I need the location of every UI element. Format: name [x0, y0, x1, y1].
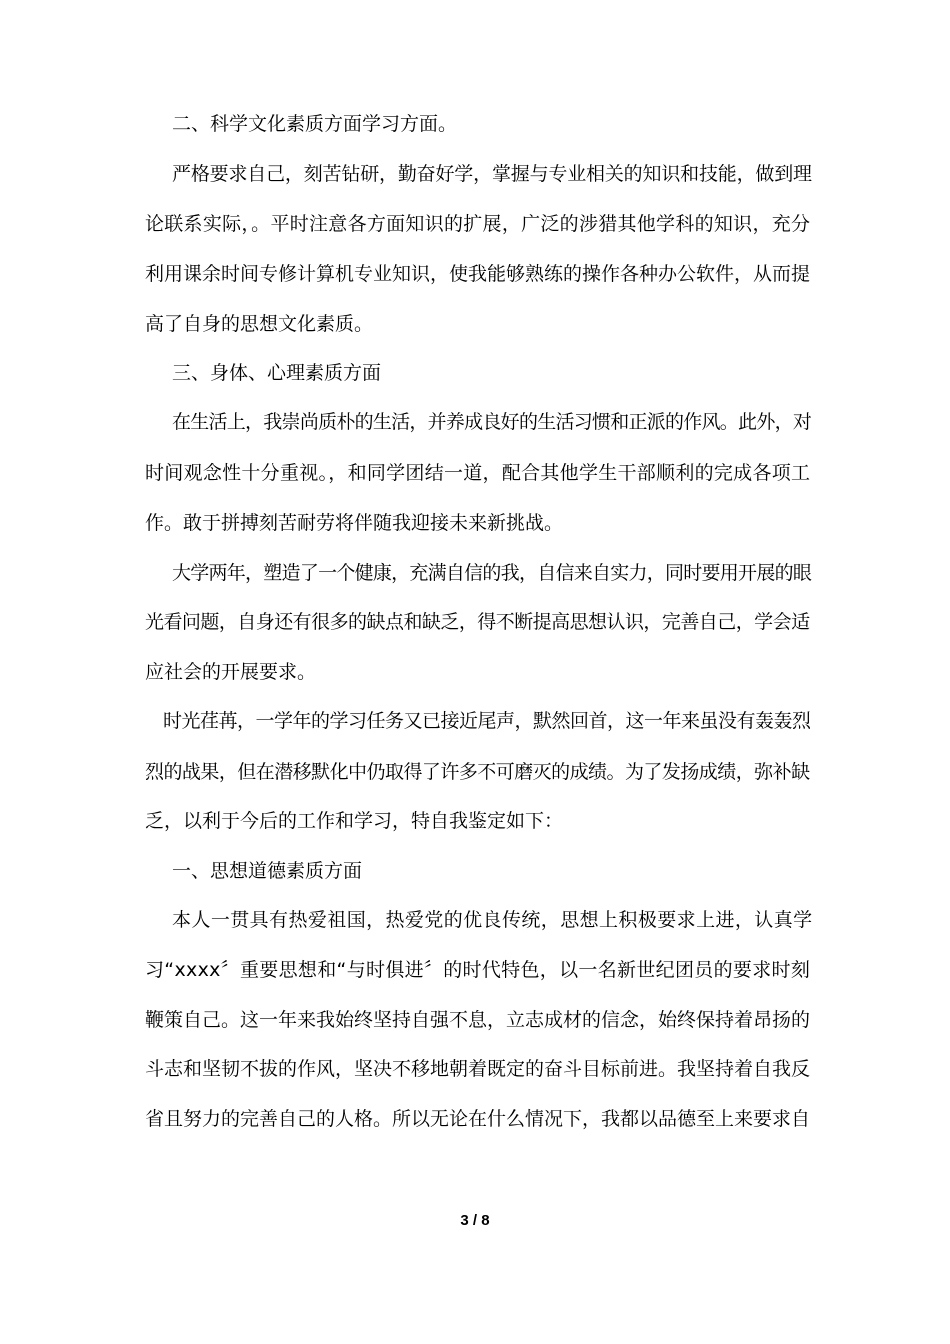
body-text-line: 本人一贯具有热爱祖国，热爱党的优良传统，思想上积极要求上进，认真学: [172, 909, 813, 931]
section-heading-body-mind: 三、身体、心理素质方面: [172, 362, 382, 384]
body-text-line: 习“xxxx〞重要思想和“与时俱进〞的时代特色，以一名新世纪团员的要求时刻: [145, 959, 811, 981]
section-heading-morality: 一、思想道德素质方面: [172, 860, 363, 882]
page-number: 3 / 8: [460, 1212, 490, 1229]
section-heading-science-culture: 二、科学文化素质方面学习方面。: [172, 113, 458, 135]
body-text-line: 省且努力的完善自己的人格。所以无论在什么情况下，我都以品德至上来要求自: [145, 1108, 811, 1130]
body-text-line: 斗志和坚韧不拔的作风，坚决不移地朝着既定的奋斗目标前进。我坚持着自我反: [145, 1058, 811, 1080]
body-text-line: 严格要求自己，刻苦钻研，勤奋好学，掌握与专业相关的知识和技能，做到理: [172, 163, 812, 185]
body-text-line: 光看问题，自身还有很多的缺点和缺乏，得不断提高思想认识，完善自己，学会适: [145, 611, 810, 633]
body-text-line: 作。敢于拼搏刻苦耐劳将伴随我迎接未来新挑战。: [145, 512, 564, 534]
body-text-line: 乏，以利于今后的工作和学习，特自我鉴定如下：: [145, 810, 564, 832]
body-text-line: 应社会的开展要求。: [145, 661, 317, 683]
body-text-line: 烈的战果，但在潜移默化中仍取得了许多不可磨灭的成绩。为了发扬成绩，弥补缺: [145, 761, 810, 783]
body-text-line: 时光荏苒，一学年的学习任务又已接近尾声，默然回首，这一年来虽没有轰轰烈: [163, 710, 811, 732]
body-text-line: 鞭策自己。这一年来我始终坚持自强不息，立志成材的信念，始终保持着昂扬的: [145, 1009, 811, 1031]
body-text-line: 高了自身的思想文化素质。: [145, 313, 374, 335]
body-text-line: 论联系实际，。平时注意各方面知识的扩展，广泛的涉猎其他学科的知识，充分: [145, 213, 811, 235]
body-text-line: 利用课余时间专修计算机专业知识，使我能够熟练的操作各种办公软件，从而提: [145, 263, 811, 285]
body-text-line: 在生活上，我崇尚质朴的生活，并养成良好的生活习惯和正派的作风。此外，对: [172, 411, 812, 433]
body-text-line: 大学两年，塑造了一个健康，充满自信的我，自信来自实力，同时要用开展的眼: [172, 562, 812, 584]
body-text-line: 时间观念性十分重视。，和同学团结一道，配合其他学生干部顺利的完成各项工: [145, 462, 811, 484]
